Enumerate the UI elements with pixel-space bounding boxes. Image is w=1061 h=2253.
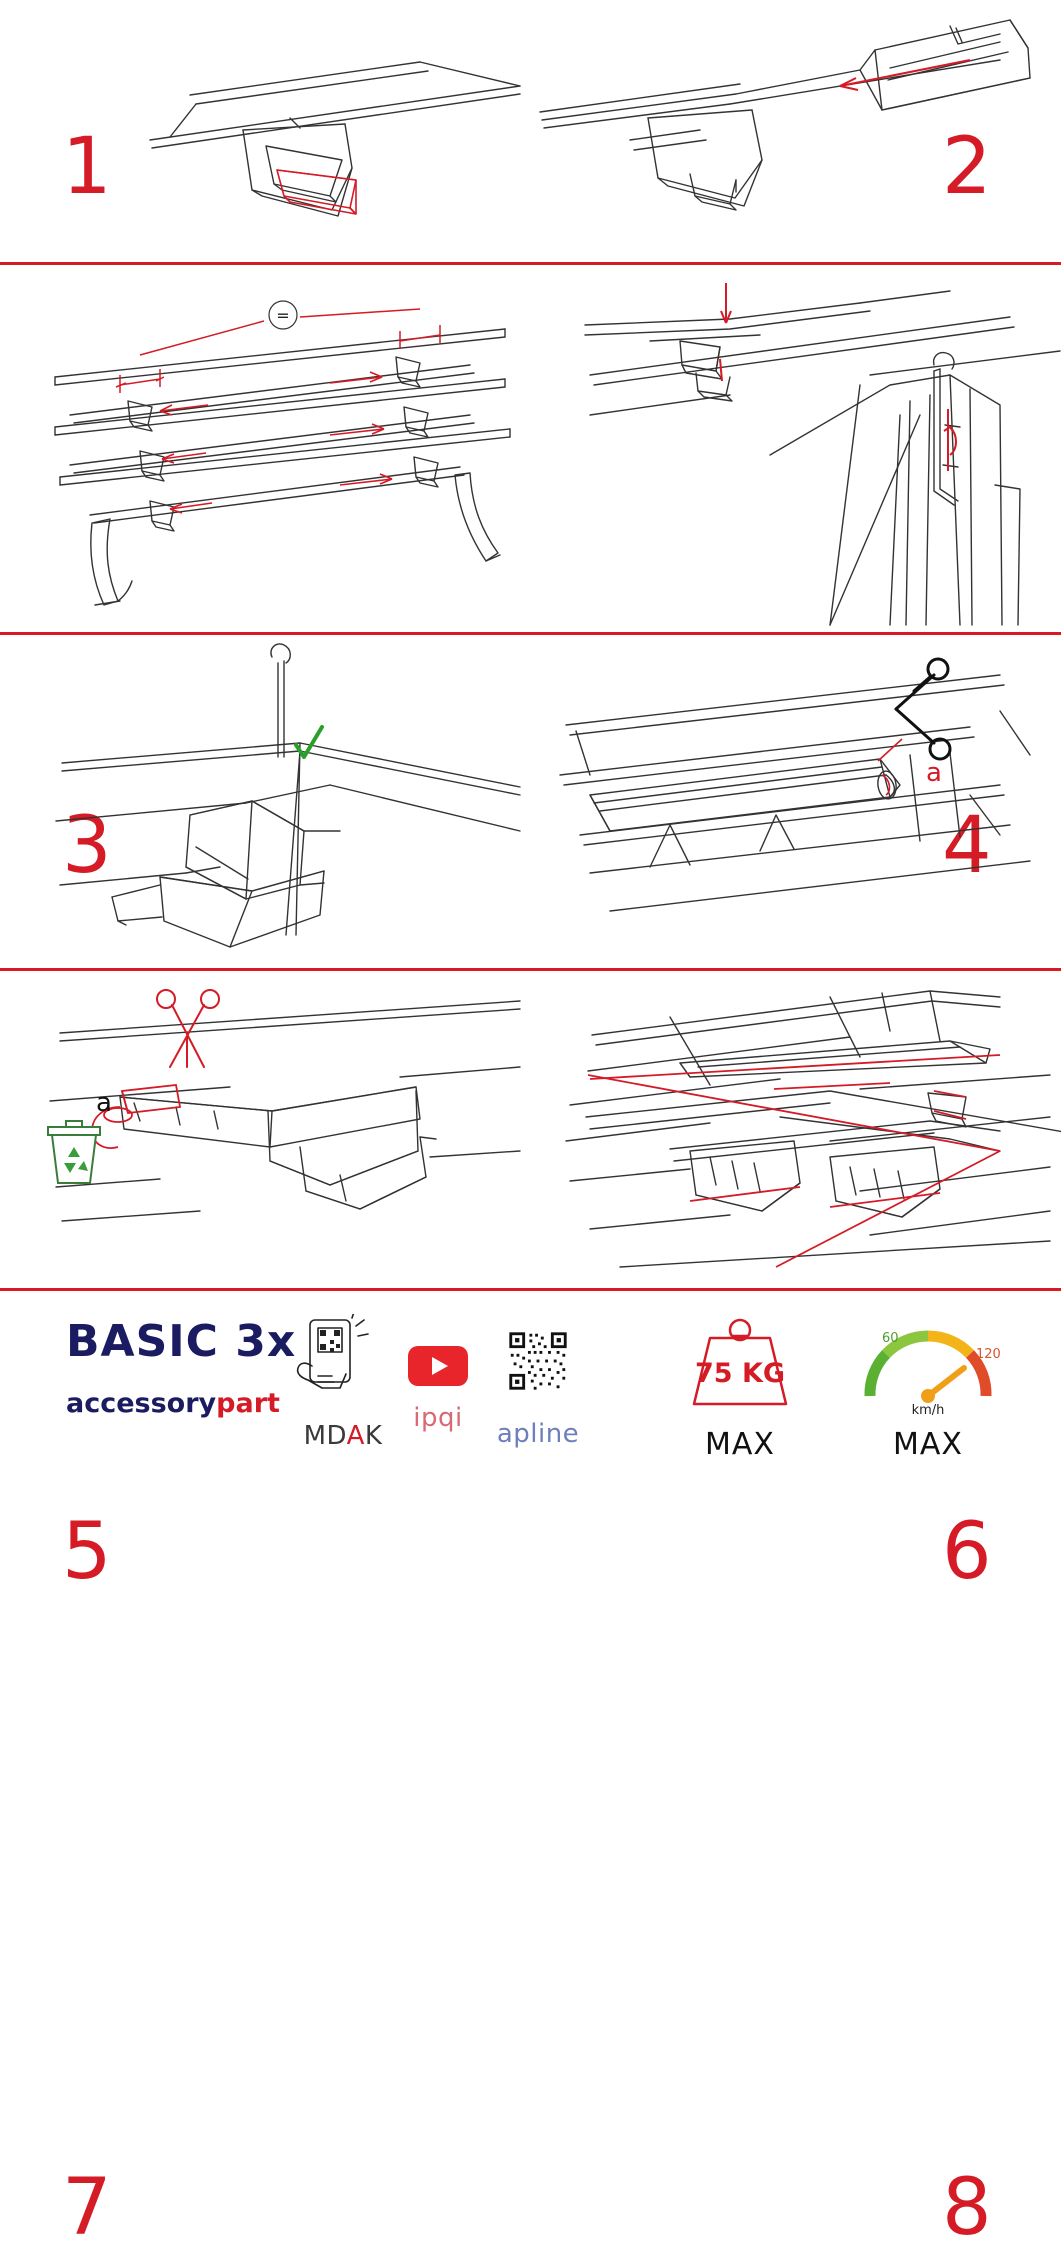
product-model [66,1316,297,1367]
equal-symbol: = [276,306,290,325]
logo-apline-label [478,1419,598,1449]
speed-tick-120: 120 [976,1347,1001,1362]
step-6-label-a: a [926,758,942,788]
logo-ipqi-label: ipqi [413,1403,463,1433]
step-3-illustration [0,265,530,632]
step-4-panel [530,265,1061,891]
step-5-number: 5 [62,1507,112,1597]
step-4-number: 4 [942,801,992,891]
step-3-number: 3 [62,801,112,891]
step-4-illustration [530,265,1061,632]
step-2-number: 2 [942,122,992,212]
brand-block [66,1316,297,1419]
youtube-icon[interactable] [398,1338,478,1388]
logo-mdak-label-first: MD [303,1421,347,1451]
step-7-illustration [0,971,530,1288]
company-name-second: part [216,1388,280,1419]
qr-code-icon[interactable] [495,1318,581,1404]
hand-phone-qr-icon [288,1314,398,1406]
step-5-illustration [0,635,530,968]
logo-mdak-label [288,1421,398,1451]
speed-limit [838,1302,1018,1462]
check-mark-icon [296,727,322,757]
product-model-prefix: BASIC [66,1316,219,1367]
company-name [66,1388,286,1419]
logo-apline-label-first: ap [496,1419,531,1449]
logo-mdak-label-accent: A [346,1421,365,1451]
logo-apline-label-last: line [530,1419,580,1449]
logo-apline[interactable] [478,1318,598,1449]
product-model-qty: 3x [235,1316,297,1367]
scissors-icon-red [157,990,219,1067]
step-1-panel [0,0,530,262]
step-7-number: 7 [62,2163,112,2253]
recycle-bin-icon [48,1121,100,1183]
step-3-panel [0,265,530,891]
weight-icon [650,1308,830,1416]
footer [0,1290,1061,1500]
speedometer-icon [838,1302,1018,1416]
logo-ipqi[interactable] [398,1338,478,1433]
step-2-panel [530,0,1061,262]
step-6-illustration [530,635,1061,968]
speed-tick-60: 60 [882,1331,899,1346]
scissors-icon [896,659,950,759]
load-limit-value: 75 KG [694,1358,786,1389]
load-limit-label: MAX [705,1427,775,1462]
step-7-label-a: a [96,1088,112,1118]
company-name-first: accessory [66,1388,217,1419]
load-limit [650,1308,830,1462]
speed-unit: km/h [911,1403,945,1416]
step-8-illustration [530,971,1061,1288]
logo-mdak-label-last: K [364,1421,383,1451]
step-6-number: 6 [942,1507,992,1597]
speed-limit-label: MAX [893,1427,963,1462]
logo-mdak [288,1314,398,1451]
step-8-number: 8 [942,2163,992,2253]
step-1-number: 1 [62,122,112,212]
